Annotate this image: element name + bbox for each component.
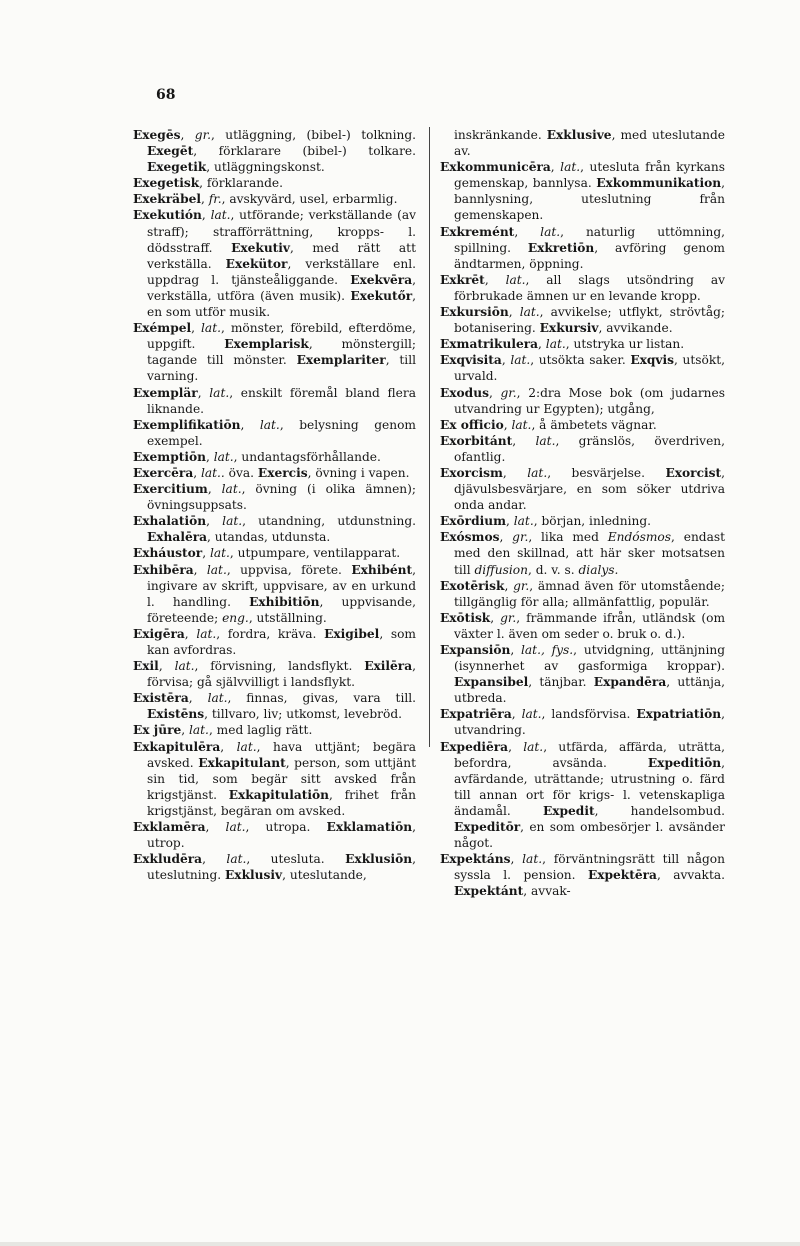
- sub-headword: Exkapitulatiōn: [228, 787, 330, 802]
- definition-text: , bannlysning, uteslutning från gemenskapen.: [454, 176, 725, 223]
- italic-term: Endósmos: [607, 530, 672, 545]
- sub-headword: Existēns: [147, 707, 205, 722]
- language-label: lat.: [213, 449, 234, 464]
- headword: Exōrdium: [440, 514, 507, 529]
- definition-text: ,: [514, 224, 541, 239]
- definition-text: , person, som uttjänt sin tid, som begär sitt avsked från krigstjänst.: [147, 755, 416, 802]
- language-label: lat.: [236, 739, 257, 754]
- language-label: lat..: [200, 465, 225, 480]
- definition-text: , tillvaro, liv; utkomst, levebröd.: [204, 707, 402, 722]
- sub-headword: Exqvis: [630, 353, 674, 368]
- definition-text: , å ämbetets vägnar.: [531, 417, 657, 432]
- definition-text: , avvak-: [523, 884, 571, 899]
- sub-headword: Exekütor: [225, 256, 288, 271]
- language-label: gr.: [194, 128, 211, 142]
- language-label: lat.: [226, 852, 247, 867]
- dictionary-entry: [440, 304, 725, 336]
- definition-text: , förvisa; gå självvilligt i landsflykt.: [147, 659, 416, 690]
- definition-text: , utläggningskonst.: [206, 160, 325, 175]
- headword: Exorcism: [440, 465, 503, 480]
- definition-text: , med rätt att verkställa.: [147, 240, 416, 271]
- language-label: lat.: [189, 723, 209, 738]
- definition-text: ,: [206, 514, 223, 529]
- headword: Exkludēra: [133, 852, 203, 867]
- headword: Exotērisk: [440, 578, 505, 593]
- definition-text: , utvandring.: [454, 707, 726, 738]
- headword: Exegetisk: [133, 176, 200, 191]
- definition-text: , utrop.: [147, 820, 416, 851]
- definition-text: ,: [220, 739, 237, 754]
- definition-text: ,: [510, 852, 523, 867]
- dictionary-entry: [440, 529, 725, 577]
- sub-headword: Exhibitiōn: [249, 594, 320, 609]
- dictionary-entry: [440, 159, 725, 223]
- definition-text: , enskilt föremål bland flera liknande.: [147, 385, 416, 416]
- headword: Exklamēra: [133, 820, 206, 835]
- language-label: lat.: [174, 659, 195, 674]
- language-label: lat.: [513, 514, 534, 529]
- definition-text: , utstryka ur listan.: [565, 337, 685, 352]
- definition-text: , mönstergill; tagande till mönster.: [147, 337, 416, 368]
- headword: Exhalatiōn: [133, 514, 207, 529]
- page-edge: [0, 1242, 800, 1246]
- sub-headword: Exhibént: [351, 562, 413, 577]
- dictionary-entry: [440, 465, 725, 513]
- definition-text: ,: [158, 659, 175, 674]
- definition-text: , uteslutning.: [147, 852, 416, 883]
- dictionary-entry: [133, 385, 416, 417]
- language-label: lat.: [209, 546, 230, 561]
- definition-text: , d. v. s.: [528, 562, 579, 577]
- headword: Exemplifikatiōn: [133, 417, 241, 432]
- dictionary-entry: [440, 417, 725, 433]
- definition-text: , verkställa, utföra (även musik).: [147, 272, 416, 303]
- definition-text: ,: [197, 385, 210, 400]
- sub-headword: Exilēra: [364, 659, 413, 674]
- definition-text: , ingivare av skrift, uppvisare, av en urkund l. handling.: [147, 562, 417, 609]
- dictionary-entry: [440, 610, 725, 642]
- definition-text: , verkställare enl. uppdrag l. tjänsteåliggande.: [147, 256, 416, 287]
- dictionary-entry: [440, 739, 725, 852]
- sub-headword: Exhalēra: [147, 530, 208, 545]
- definition-text: , utsökta saker.: [530, 353, 631, 368]
- definition-text: ,: [499, 530, 513, 545]
- language-label: lat.: [505, 272, 526, 287]
- headword: Exkursiōn: [440, 305, 509, 320]
- column-divider: [429, 127, 430, 747]
- headword: Ex officio: [440, 417, 504, 432]
- headword: Exekutión: [133, 208, 202, 223]
- dictionary-entry: [133, 207, 416, 320]
- headword: Existēra: [133, 691, 189, 706]
- language-label: lat.: [196, 626, 217, 641]
- definition-text: , utsökt, urvald.: [454, 353, 725, 384]
- definition-text: ,: [240, 417, 260, 432]
- definition-text: ,: [484, 272, 506, 287]
- headword: Exmatrikulera: [440, 337, 539, 352]
- language-label: gr.: [513, 578, 530, 593]
- sub-headword: Expektēra: [587, 868, 657, 883]
- definition-text: , utandning, utdunstning.: [242, 514, 416, 529]
- definition-text: ,: [512, 433, 536, 448]
- definition-text: öva.: [224, 465, 258, 480]
- definition-text: , utställning.: [248, 610, 327, 625]
- definition-text: , som kan avfordras.: [147, 626, 416, 657]
- headword: Expediēra: [440, 739, 509, 754]
- definition-text: , utesluta från kyrkans gemenskap, bannlysa.: [454, 160, 725, 191]
- language-label: lat.: [222, 514, 243, 529]
- definition-text: ,: [550, 160, 561, 175]
- sub-headword: Exigibel: [324, 626, 380, 641]
- sub-headword: Exkretiōn: [527, 240, 595, 255]
- dictionary-entry: [133, 722, 416, 738]
- definition-text: , till varning.: [147, 353, 416, 384]
- definition-text: ,: [202, 852, 227, 867]
- definition-text: ,: [502, 465, 528, 480]
- definition-text: , avvikande.: [598, 321, 673, 336]
- definition-text: , övning (i olika ämnen); övningsuppsats.: [147, 482, 416, 513]
- definition-text: , med uteslutande av.: [454, 128, 726, 159]
- definition-text: , uppvisa, förete.: [226, 562, 352, 577]
- definition-text: , endast med den skillnad, att här sker motsatsen till: [454, 530, 726, 577]
- definition-text: , gränslös, överdriven, ofantlig.: [454, 433, 726, 464]
- left-column: [133, 127, 416, 883]
- dictionary-entry: [440, 706, 725, 738]
- definition-text: ,: [506, 514, 514, 529]
- language-label: lat.: [522, 852, 543, 867]
- language-label: lat.: [535, 433, 556, 448]
- language-label: lat.: [221, 482, 242, 497]
- definition-text: , avvakta.: [656, 868, 725, 883]
- right-column: [440, 127, 725, 900]
- definition-text: , utandas, utdunsta.: [207, 530, 331, 545]
- definition-text: ,: [207, 482, 222, 497]
- page-number: 68: [156, 87, 176, 103]
- language-label: lat.: [207, 691, 228, 706]
- headword: Expansiōn: [440, 643, 511, 657]
- definition-text: , med laglig rätt.: [208, 723, 313, 738]
- dictionary-entry: [133, 626, 416, 658]
- language-label: eng.: [222, 610, 249, 625]
- definition-text: ,: [184, 626, 197, 641]
- definition-text: , utläggning, (bibel-) tolkning.: [210, 128, 416, 142]
- dictionary-entry: [440, 385, 725, 417]
- sub-headword: Exklusiv: [225, 868, 283, 883]
- definition-text: , en som ombesörjer l. avsänder något.: [454, 820, 725, 851]
- dictionary-entry: [133, 127, 416, 175]
- headword: Expektáns: [440, 852, 511, 867]
- definition-text: , utvidgning, uttänjning (isynnerhet av gasformiga kroppar).: [454, 643, 726, 674]
- dictionary-entry: [133, 690, 416, 722]
- dictionary-entry: [440, 224, 725, 272]
- definition-text: , uteslutande,: [282, 868, 367, 883]
- headword: Exháustor: [133, 546, 203, 561]
- sub-headword: Expatriatiōn: [636, 707, 722, 722]
- definition-text: , förväntningsrätt till någon syssla l. pension.: [454, 852, 725, 883]
- headword: Exkommunicēra: [440, 160, 551, 175]
- sub-headword: Expedit: [542, 803, 595, 818]
- definition-text: ,: [538, 337, 546, 352]
- definition-text: ,: [205, 449, 214, 464]
- definition-text: ,: [180, 128, 195, 142]
- language-label: lat.: [206, 562, 227, 577]
- sub-headword: Exemplarisk: [224, 337, 309, 352]
- language-label: fr.: [208, 192, 222, 207]
- sub-headword: Exegetik: [147, 160, 207, 175]
- definition-text: , främmande ifrån, utländsk (om växter l. även om seder o. bruk o. d.).: [454, 610, 725, 641]
- dictionary-entry: [440, 642, 725, 706]
- language-label: lat.: [201, 321, 221, 336]
- headword: Exkremént: [440, 224, 515, 239]
- dictionary-entry: [133, 819, 416, 851]
- definition-text: , handelsombud.: [594, 803, 725, 818]
- sub-headword: Exorcist: [665, 465, 722, 480]
- definition-text: ,: [205, 820, 226, 835]
- headword: Exqvisita: [440, 353, 502, 368]
- dictionary-entry: [133, 465, 416, 481]
- language-label: lat., fys.: [521, 643, 574, 657]
- sub-headword: Expansibel: [454, 675, 529, 690]
- definition-text: , all slags utsöndring av förbrukade ämnen ur en levande kropp.: [454, 272, 725, 303]
- language-label: lat.: [540, 224, 561, 239]
- headword: Exodus: [440, 385, 489, 400]
- definition-text: ,: [504, 578, 514, 593]
- definition-text: ,: [191, 321, 202, 336]
- dictionary-entry: [440, 851, 725, 899]
- definition-text: , förklarare (bibel-) tolkare.: [193, 144, 416, 159]
- headword: Exósmos: [440, 530, 500, 545]
- sub-headword: Expektánt: [454, 884, 524, 899]
- definition-text: , fordra, kräva.: [216, 626, 325, 641]
- language-label: lat.: [209, 385, 230, 400]
- sub-headword: Exkommunikation: [596, 176, 722, 191]
- language-label: gr.: [500, 385, 517, 400]
- definition-text: ,: [188, 691, 208, 706]
- definition-text: , utfärda, affärda, uträtta, befordra, avsända.: [454, 739, 725, 770]
- sub-headword: Expeditiōn: [647, 755, 722, 770]
- definition-text: , uttänja, utbreda.: [454, 675, 725, 706]
- definition-text: , en som utför musik.: [147, 288, 416, 320]
- language-label: lat.: [225, 820, 246, 835]
- definition-text: , avvikelse; utflykt, strövtåg; botanisering.: [454, 305, 725, 336]
- sub-headword: Exklusiōn: [345, 852, 413, 867]
- dictionary-entry: [133, 851, 416, 883]
- language-label: lat.: [523, 739, 544, 754]
- definition-text: , belysning genom exempel.: [147, 417, 416, 448]
- dictionary-entry: [133, 481, 416, 513]
- dictionary-entry: [133, 658, 416, 690]
- definition-text: ,: [508, 305, 520, 320]
- language-label: lat.: [259, 417, 280, 432]
- dictionary-entry: [133, 449, 416, 465]
- definition-text: , avskyvärd, usel, erbarmlig.: [221, 192, 398, 207]
- sub-headword: Exekvēra: [350, 272, 413, 287]
- definition-text: ,: [508, 739, 524, 754]
- sub-headword: Exekutőr: [350, 288, 413, 303]
- definition-text: ,: [490, 610, 501, 625]
- headword: Exkapitulēra: [133, 739, 221, 754]
- headword: Exercēra: [133, 465, 194, 480]
- headword: Exémpel: [133, 321, 192, 336]
- definition-text: , frihet från krigstjänst, begäran om avsked.: [147, 787, 416, 818]
- definition-text: , mönster, förebild, efterdöme, uppgift.: [147, 321, 416, 352]
- headword: Exorbitánt: [440, 433, 513, 448]
- dictionary-entry: [440, 513, 725, 529]
- sub-headword: Exklamatiōn: [326, 820, 413, 835]
- dictionary-entry: [133, 513, 416, 545]
- definition-text: , utropa.: [245, 820, 327, 835]
- definition-text: ,: [200, 192, 209, 207]
- definition-text: , 2:dra Mose bok (om judarnes utvandring ur Egypten); utgång,: [454, 385, 726, 416]
- definition-text: , förvisning, landsflykt.: [194, 659, 365, 674]
- language-label: lat.: [527, 465, 548, 480]
- definition-text: inskränkande.: [454, 128, 547, 142]
- dictionary-entry: [133, 175, 416, 191]
- sub-headword: Expandēra: [593, 675, 667, 690]
- dictionary-entry: [440, 336, 725, 352]
- definition-text: , utesluta.: [246, 852, 346, 867]
- headword: Expatriēra: [440, 707, 512, 722]
- definition-text: , tänjbar.: [528, 675, 594, 690]
- definition-text: ,: [503, 417, 512, 432]
- definition-text: , naturlig uttömning, spillning.: [454, 224, 726, 255]
- language-label: lat.: [511, 417, 532, 432]
- language-label: lat.: [521, 707, 542, 722]
- definition-text: ,: [488, 385, 501, 400]
- dictionary-entry: [133, 739, 416, 819]
- headword: Exemplär: [133, 385, 198, 400]
- dictionary-entry: [133, 562, 416, 626]
- headword: Exekräbel: [133, 192, 201, 207]
- definition-text: , lika med: [528, 530, 608, 545]
- dictionary-entry: [133, 320, 416, 384]
- definition-text: , avföring genom ändtarmen, öppning.: [454, 240, 725, 271]
- dictionary-entry: [440, 352, 725, 384]
- definition-text: ,: [511, 707, 522, 722]
- language-label: lat.: [210, 208, 231, 223]
- definition-text: ,: [193, 465, 201, 480]
- definition-text: , finnas, givas, vara till.: [227, 691, 417, 706]
- dictionary-entry: [440, 578, 725, 610]
- headword: Exemptiōn: [133, 449, 206, 464]
- definition-text: , hava uttjänt; begära avsked.: [147, 739, 417, 770]
- definition-text: , utförande; verkställande (av straff); strafförrättning, kropps- l. dödsstraff.: [147, 208, 417, 255]
- dictionary-entry-continued: [440, 127, 725, 159]
- headword: Exkrēt: [440, 272, 485, 287]
- sub-headword: Exekutiv: [231, 240, 291, 255]
- dictionary-entry: [133, 191, 416, 207]
- language-label: gr.: [512, 530, 529, 545]
- headword: Ex jūre: [133, 723, 182, 738]
- headword: Exegēs: [133, 128, 181, 142]
- sub-headword: Expeditōr: [454, 820, 521, 835]
- definition-text: ,: [193, 562, 207, 577]
- italic-term: diffusion: [474, 562, 528, 577]
- sub-headword: Exklusive: [546, 128, 612, 142]
- definition-text: , utpumpare, ventilapparat.: [229, 546, 401, 561]
- sub-headword: Exemplariter: [296, 353, 386, 368]
- definition-text: , uppvisande, företeende;: [147, 594, 417, 625]
- dictionary-entry: [440, 433, 725, 465]
- dictionary-entry: [133, 545, 416, 561]
- language-label: lat.: [560, 160, 581, 175]
- definition-text: , besvärjelse.: [547, 465, 666, 480]
- headword: Exil: [133, 659, 159, 674]
- definition-text: , avfärdande, uträttande; utrustning o. färd till annan ort för krigs- l. vetenskapliga ändamål.: [454, 755, 725, 818]
- language-label: lat.: [519, 305, 540, 320]
- dictionary-entry: [133, 417, 416, 449]
- italic-term: dialys.: [578, 562, 619, 577]
- headword: Exōtisk: [440, 610, 491, 625]
- definition-text: , förklarande.: [199, 176, 283, 191]
- definition-text: , övning i vapen.: [307, 465, 410, 480]
- definition-text: ,: [510, 643, 522, 657]
- definition-text: ,: [202, 546, 210, 561]
- definition-text: ,: [181, 723, 189, 738]
- definition-text: , undantagsförhållande.: [233, 449, 381, 464]
- headword: Exercitium: [133, 482, 208, 497]
- headword: Exigēra: [133, 626, 185, 641]
- language-label: gr.: [500, 610, 517, 625]
- language-label: lat.: [510, 353, 531, 368]
- definition-text: , början, inledning.: [533, 514, 651, 529]
- definition-text: ,: [501, 353, 511, 368]
- definition-text: , ämnad även för utomstående; tillgänglig för alla; allmänfattlig, populär.: [454, 578, 726, 609]
- language-label: lat.: [545, 337, 566, 352]
- definition-text: , djävulsbesvärjare, en som söker utdriva onda andar.: [454, 465, 725, 513]
- sub-headword: Exkursiv: [539, 321, 599, 336]
- sub-headword: Exegēt: [147, 144, 194, 159]
- definition-text: , landsförvisa.: [541, 707, 637, 722]
- definition-text: ,: [201, 208, 211, 223]
- sub-headword: Exkapitulant: [198, 755, 286, 770]
- sub-headword: Exercis: [257, 465, 308, 480]
- headword: Exhibēra: [133, 562, 194, 577]
- dictionary-entry: [440, 272, 725, 304]
